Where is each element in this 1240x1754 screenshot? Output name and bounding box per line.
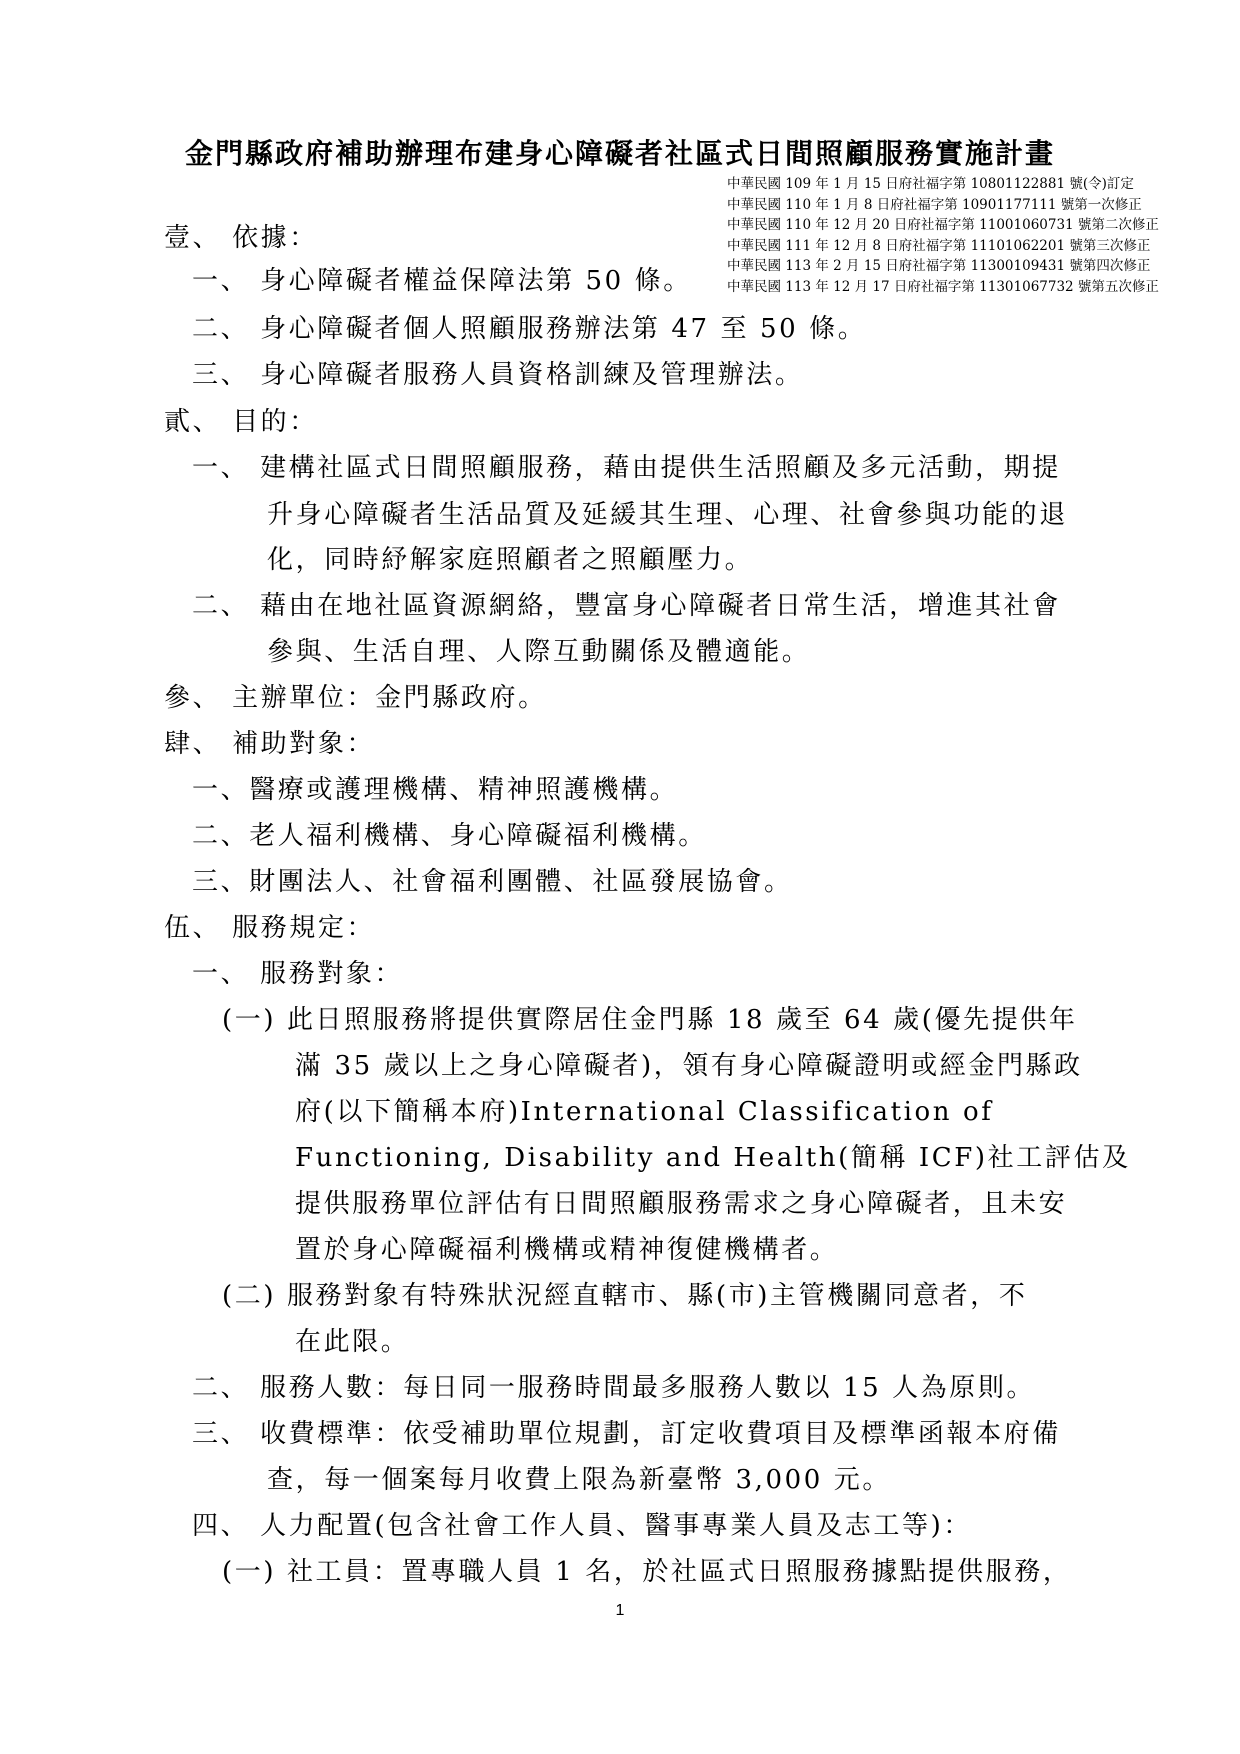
sub-item: (一) 此日照服務將提供實際居住金門縣 18 歲至 64 歲(優先提供年 [222, 1005, 1078, 1035]
page-number: 1 [615, 1602, 625, 1619]
list-item: 一、 服務對象： [192, 959, 404, 989]
list-item: 三、 身心障礙者服務人員資格訓練及管理辦法。 [192, 360, 804, 390]
list-item: 三、 收費標準：依受補助單位規劃，訂定收費項目及標準函報本府備 [192, 1419, 1061, 1449]
section-heading: 貳、 目的： [164, 407, 318, 437]
sub-item-continuation: 置於身心障礙福利機構或精神復健機構者。 [295, 1235, 839, 1265]
list-item-continuation: 參與、生活自理、人際互動關係及體適能。 [267, 637, 811, 667]
list-item-continuation: 升身心障礙者生活品質及延緩其生理、心理、社會參與功能的退 [267, 500, 1068, 530]
revision-line: 中華民國 113 年 2 月 15 日府社福字第 11300109431 號第四次修正 [727, 258, 1151, 274]
sub-item-continuation: 提供服務單位評估有日間照顧服務需求之身心障礙者，且未安 [295, 1189, 1068, 1219]
list-item-continuation: 化，同時紓解家庭照顧者之照顧壓力。 [267, 545, 754, 575]
document-title: 金門縣政府補助辦理布建身心障礙者社區式日間照顧服務實施計畫 [184, 137, 1055, 170]
sub-item-continuation: 滿 35 歲以上之身心障礙者)，領有身心障礙證明或經金門縣政 [295, 1051, 1083, 1081]
list-item: 一、 身心障礙者權益保障法第 50 條。 [192, 266, 692, 296]
list-item: 四、 人力配置(包含社會工作人員、醫事專業人員及志工等)： [192, 1511, 972, 1541]
section-heading: 伍、 服務規定： [164, 913, 376, 943]
list-item-continuation: 查，每一個案每月收費上限為新臺幣 3,000 元。 [267, 1465, 891, 1495]
list-item: 二、 藉由在地社區資源網絡，豐富身心障礙者日常生活，增進其社會 [192, 591, 1061, 621]
sub-item: (一) 社工員：置專職人員 1 名，於社區式日照服務據點提供服務， [222, 1557, 1072, 1587]
section-heading: 壹、 依據： [164, 223, 318, 253]
list-item: 一、醫療或護理機構、精神照護機構。 [192, 775, 679, 805]
sub-item: (二) 服務對象有特殊狀況經直轄市、縣(市)主管機關同意者，不 [222, 1281, 1028, 1311]
revision-line: 中華民國 110 年 12 月 20 日府社福字第 11001060731 號第二次修正 [727, 217, 1159, 233]
sub-item-continuation: 在此限。 [295, 1327, 410, 1357]
sub-item-continuation: 府(以下簡稱本府)International Classification of [295, 1097, 994, 1127]
list-item: 一、 建構社區式日間照顧服務，藉由提供生活照顧及多元活動，期提 [192, 453, 1061, 483]
section-heading: 肆、 補助對象： [164, 729, 376, 759]
revision-line: 中華民國 111 年 12 月 8 日府社福字第 11101062201 號第三次修正 [727, 237, 1151, 254]
list-item: 三、財團法人、社會福利團體、社區發展協會。 [192, 867, 793, 897]
sub-item-continuation: Functioning, Disability and Health(簡稱 ICF)社工評估及 [295, 1143, 1131, 1173]
list-item: 二、 身心障礙者個人照顧服務辦法第 47 至 50 條。 [192, 314, 867, 344]
revision-line: 中華民國 109 年 1 月 15 日府社福字第 10801122881 號(令)訂定 [727, 176, 1134, 192]
revision-line: 中華民國 113 年 12 月 17 日府社福字第 11301067732 號第五次修正 [727, 278, 1159, 295]
list-item: 二、 服務人數：每日同一服務時間最多服務人數以 15 人為原則。 [192, 1373, 1036, 1403]
revision-line: 中華民國 110 年 1 月 8 日府社福字第 10901177111 號第一次修正 [727, 196, 1142, 213]
list-item: 二、老人福利機構、身心障礙福利機構。 [192, 821, 707, 851]
section-heading: 參、 主辦單位：金門縣政府。 [164, 683, 547, 713]
